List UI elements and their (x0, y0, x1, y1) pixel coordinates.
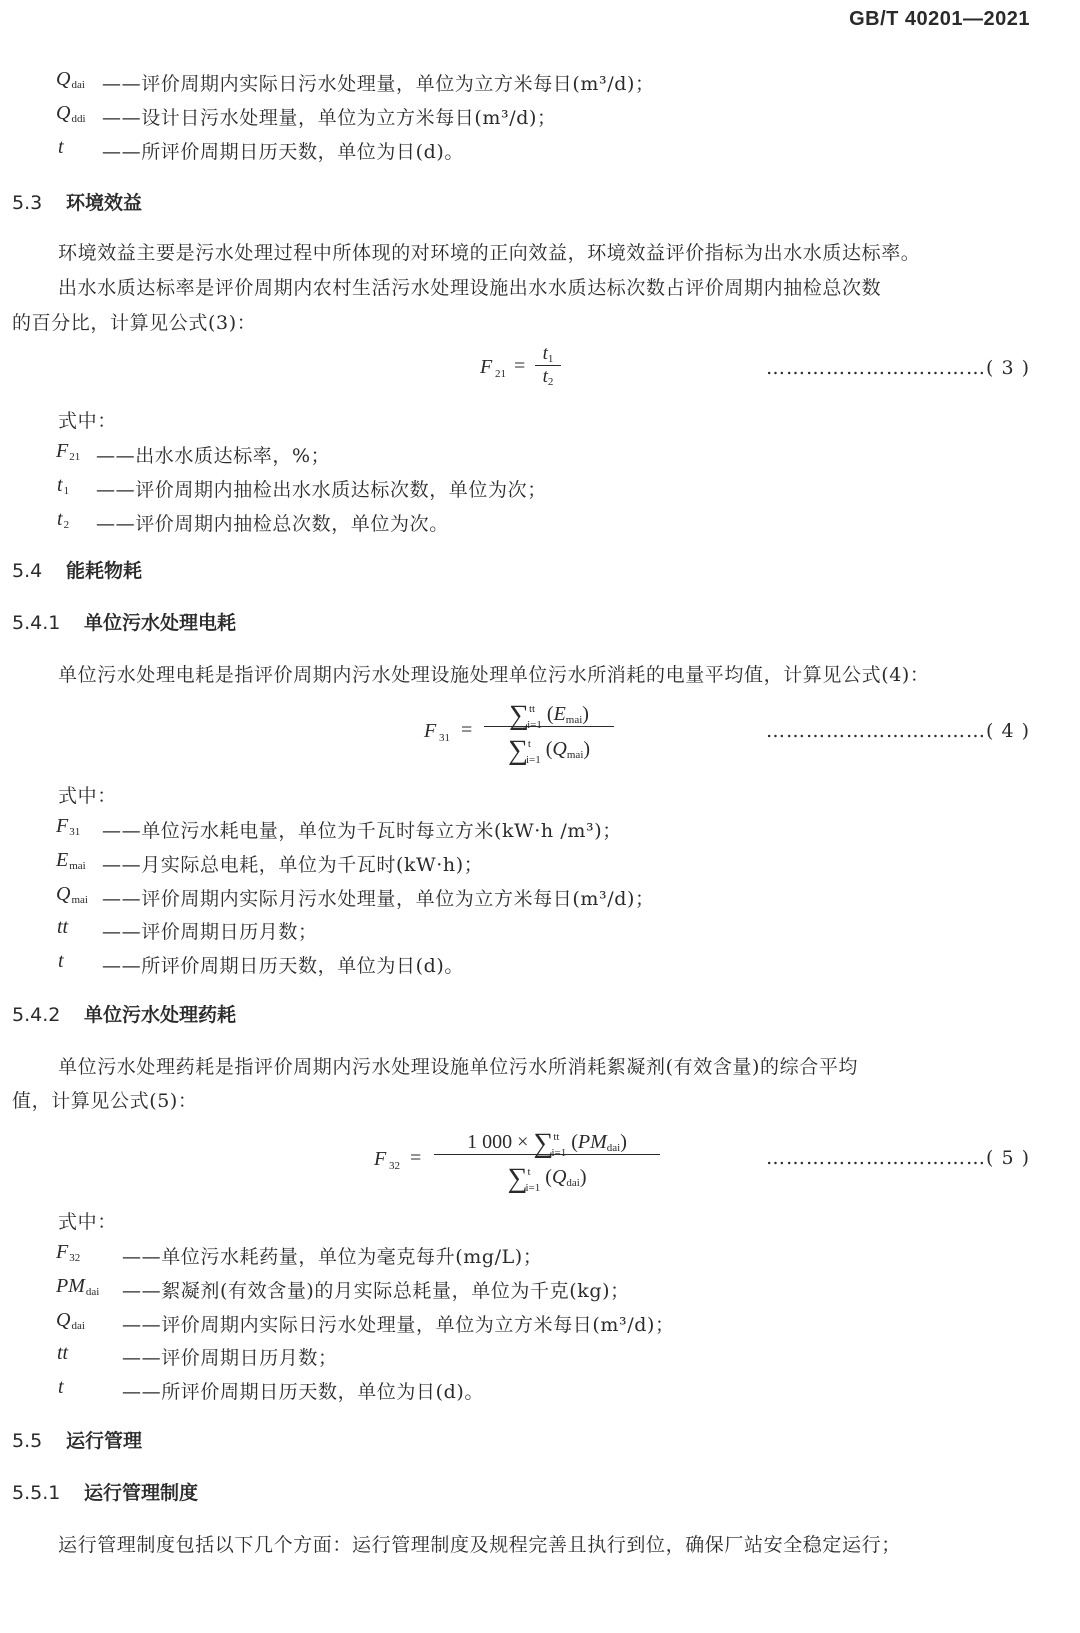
paragraph-continuation: 值，计算见公式(5)： (12, 1090, 198, 1112)
def-text: ——评价周期内抽检出水水质达标次数，单位为次； (96, 479, 547, 501)
def-var: $F_{31}$ (56, 815, 81, 838)
def-var: t (58, 1376, 64, 1398)
section-heading-5-4-1: 5.4.1 单位污水处理电耗 (12, 612, 237, 634)
equation-number: ……………………………( 5 ) (766, 1147, 1030, 1169)
def-text: ——所评价周期日历天数，单位为日(d)。 (122, 1381, 484, 1403)
section-heading-5-4-2: 5.4.2 单位污水处理药耗 (12, 1004, 237, 1026)
def-text: ——评价周期日历月数； (122, 1347, 338, 1369)
def-var: t (58, 136, 64, 158)
def-var: tt (57, 1342, 69, 1364)
paragraph: 出水水质达标率是评价周期内农村生活污水处理设施出水水质达标次数占评价周期内抽检总次数 (58, 277, 882, 299)
def-var: $PM_{dai}$ (56, 1275, 100, 1298)
def-var: $t_2$ (57, 508, 70, 531)
def-text: ——设计日污水处理量，单位为立方米每日(m³/d)； (102, 107, 557, 129)
def-text: ——单位污水耗药量，单位为毫克每升(mg/L)； (122, 1246, 543, 1268)
def-text: ——评价周期日历月数； (102, 921, 318, 943)
def-text: ——评价周期内实际日污水处理量，单位为立方米每日(m³/d)； (102, 73, 655, 95)
standard-code: GB/T 40201—2021 (849, 8, 1030, 30)
def-text: ——絮凝剂(有效含量)的月实际总耗量，单位为千克(kg)； (122, 1280, 630, 1302)
section-heading-5-3: 5.3 环境效益 (12, 192, 143, 214)
def-text: ——单位污水耗电量，单位为千瓦时每立方米(kW·h /m³)； (102, 820, 622, 842)
def-var: $F_{21}$ (56, 440, 81, 463)
def-text: ——出水水质达标率，%； (96, 445, 331, 467)
paragraph-continuation: 的百分比，计算见公式(3)： (12, 312, 257, 334)
equation-number: ……………………………( 4 ) (766, 720, 1030, 742)
section-heading-5-4: 5.4 能耗物耗 (12, 560, 143, 582)
def-var: $Q_{ddi}$ (56, 102, 86, 125)
def-var: $Q_{dai}$ (56, 68, 85, 91)
section-heading-5-5-1: 5.5.1 运行管理制度 (12, 1482, 199, 1504)
def-var: tt (57, 916, 69, 938)
def-text: ——月实际总电耗，单位为千瓦时(kW·h)； (102, 854, 484, 876)
def-var: $Q_{mai}$ (56, 883, 88, 906)
paragraph: 单位污水处理电耗是指评价周期内污水处理设施处理单位污水所消耗的电量平均值，计算见公式(4)： (58, 664, 930, 686)
def-text: ——所评价周期日历天数，单位为日(d)。 (102, 955, 464, 977)
def-text: ——所评价周期日历天数，单位为日(d)。 (102, 141, 464, 163)
paragraph: 运行管理制度包括以下几个方面：运行管理制度及规程完善且执行到位，确保厂站安全稳定运行； (58, 1534, 901, 1556)
def-var: $Q_{dai}$ (56, 1309, 85, 1332)
def-text: ——评价周期内实际日污水处理量，单位为立方米每日(m³/d)； (122, 1314, 675, 1336)
section-heading-5-5: 5.5 运行管理 (12, 1430, 143, 1452)
equation-number: ……………………………( 3 ) (766, 357, 1030, 379)
def-var: $t_1$ (57, 474, 70, 497)
paragraph: 单位污水处理药耗是指评价周期内污水处理设施单位污水所消耗絮凝剂(有效含量)的综合平均 (58, 1056, 859, 1078)
def-var: $E_{mai}$ (56, 849, 86, 872)
paragraph: 环境效益主要是污水处理过程中所体现的对环境的正向效益，环境效益评价指标为出水水质达标率。 (58, 242, 921, 264)
def-var: $F_{32}$ (56, 1241, 81, 1264)
def-text: ——评价周期内实际月污水处理量，单位为立方米每日(m³/d)； (102, 888, 655, 910)
def-text: ——评价周期内抽检总次数，单位为次。 (96, 513, 449, 535)
where-label: 式中： (58, 785, 117, 807)
where-label: 式中： (58, 410, 117, 432)
def-var: t (58, 950, 64, 972)
where-label: 式中： (58, 1211, 117, 1233)
